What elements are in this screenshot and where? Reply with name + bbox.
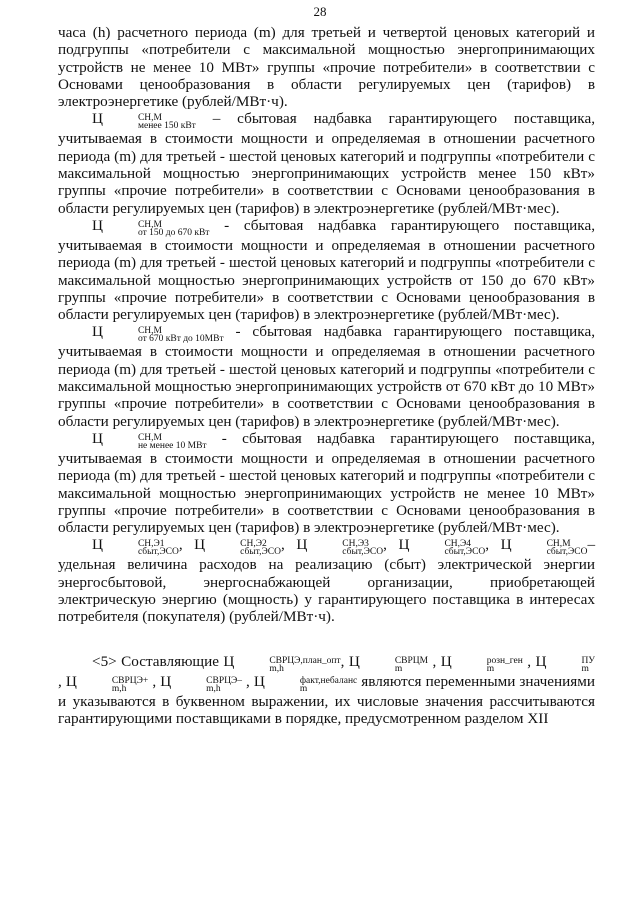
page-number: 28 [313, 4, 327, 19]
formula-symbol: Ц ПУ m [535, 652, 596, 674]
paragraph-continuation: часа (h) расчетного периода (m) для третьей и четвертой ценовых категорий и подгруппы «потребители с максимальной мощностью энергопринимающих устройств не менее 10 МВт» группы «прочие потребители» в соответствии с Основами ценообразования в области регулируемых цен (тарифов) в электроэнергетике (рублей/МВт·ч). [58, 24, 595, 111]
formula-symbol: Ц СН,М сбыт,ЭСО [500, 536, 588, 558]
formula-symbol: Ц СН,Э4 сбыт,ЭСО [398, 536, 486, 558]
formula-symbol: Ц СН,Э3 сбыт,ЭСО [296, 536, 384, 558]
definition-paragraph: Ц СН,М от 150 до 670 кВт - сбытовая надбавка гарантирующего поставщика, учитываемая в стоимости мощности и определяемая в отношении расчетного периода (m) для третьей - шестой ценовых категорий и подгруппы «потребители с максимальной мощностью энергопринимающих устройств от 150 до 670 кВт» группы «прочие потребители» в соответствии с Основами ценообразования в области регулируемых цен (тарифов) в электроэнергетике (рублей/МВт·мес). [58, 216, 595, 324]
formula-symbol: Ц СВРЦЭ+ m,h [65, 672, 149, 694]
formula-symbol-list: Ц СН,Э1 сбыт,ЭСО , Ц СН,Э2 сбыт,ЭСО , Ц СН,Э3 сбыт,ЭСО , Ц СН,Э4 сбыт,ЭСО , Ц СН,М сбыт,ЭСО [92, 536, 588, 558]
formula-symbol: Ц розн_ген m [440, 652, 523, 674]
formula-symbol: Ц СВРЦЭ– m,h [160, 672, 242, 694]
definition-paragraph: Ц СН,М менее 150 кВт – сбытовая надбавка гарантирующего поставщика, учитываемая в стоимости мощности и определяемая в отношении расчетного периода (m) для третьей - шестой ценовых категорий и подгруппы «потребители с максимальной мощностью энергопринимающих устройств менее 150 кВт» группы «прочие потребители» в соответствии с Основами ценообразования в области регулируемых цен (тарифов) в электроэнергетике (рублей/МВт·мес). [58, 110, 595, 217]
body-text [58, 24, 595, 727]
formula-symbol-list: Ц СВРЦЭ,план_опт m,h , Ц СВРЦМ m , Ц розн_ген m , Ц ПУ m , Ц СВРЦЭ+ m,h , Ц СВРЦЭ– m,h , Ц факт,небаланс m [58, 652, 596, 694]
note-paragraph: <5> Составляющие Ц СВРЦЭ,план_опт m,h , Ц СВРЦМ m , Ц розн_ген m , Ц ПУ m , Ц СВРЦЭ+ m,h , Ц СВРЦЭ– m,h , Ц факт,небаланс m являются переменными значениями и указываются в буквенном выражении, их числовые значения рассчитываются гарантирующими поставщиками в порядке, предусмотренном разделом XII [58, 652, 596, 727]
formula-symbol: Ц СН,М от 150 до 670 кВт [92, 216, 210, 238]
formula-symbol: Ц СВРЦМ m [348, 652, 429, 674]
formula-symbol: Ц СН,Э1 сбыт,ЭСО [92, 536, 179, 558]
formula-symbol: Ц СВРЦЭ,план_опт m,h [223, 652, 341, 674]
definition-paragraph: Ц СН,М от 670 кВт до 10МВт - сбытовая надбавка гарантирующего поставщика, учитываемая в стоимости мощности и определяемая в отношении расчетного периода (m) для третьей - шестой ценовых категорий и подгруппы «потребители с максимальной мощностью энергопринимающих устройств от 670 кВт до 10 МВт» группы «прочие потребители» в соответствии с Основами ценообразования в области регулируемых цен (тарифов) в электроэнергетике (рублей/МВт·мес). [58, 323, 595, 430]
definition-paragraph: Ц СН,М не менее 10 МВт - сбытовая надбавка гарантирующего поставщика, учитываемая в стоимости мощности и определяемая в отношении расчетного периода (m) для третьей - шестой ценовых категорий и подгруппы «потребители с максимальной мощностью энергопринимающих устройств не менее 10 МВт» группы «прочие потребители» в соответствии с Основами ценообразования в области регулируемых цен (тарифов) в электроэнергетике (рублей/МВт·мес). [58, 429, 595, 537]
formula-list-paragraph: Ц СН,Э1 сбыт,ЭСО , Ц СН,Э2 сбыт,ЭСО , Ц СН,Э3 сбыт,ЭСО , Ц СН,Э4 сбыт,ЭСО , Ц СН,М сбыт,ЭСО –удельная величина расходов на реализацию (сбыт) электрической энергии энергосбытовой, энергоснабжающей организации, приобретающей электрическую энергию (мощность) у гарантирующего поставщика в интересах потребителя (покупателя) (рублей/МВт·ч). [58, 536, 596, 626]
formula-symbol: Ц факт,небаланс m [253, 672, 358, 694]
formula-symbol: Ц СН,Э2 сбыт,ЭСО [194, 536, 281, 558]
formula-symbol: Ц СН,М менее 150 кВт [92, 110, 196, 132]
formula-symbol: Ц СН,М не менее 10 МВт [92, 429, 207, 451]
formula-symbol: Ц СН,М от 670 кВт до 10МВт [92, 323, 224, 345]
